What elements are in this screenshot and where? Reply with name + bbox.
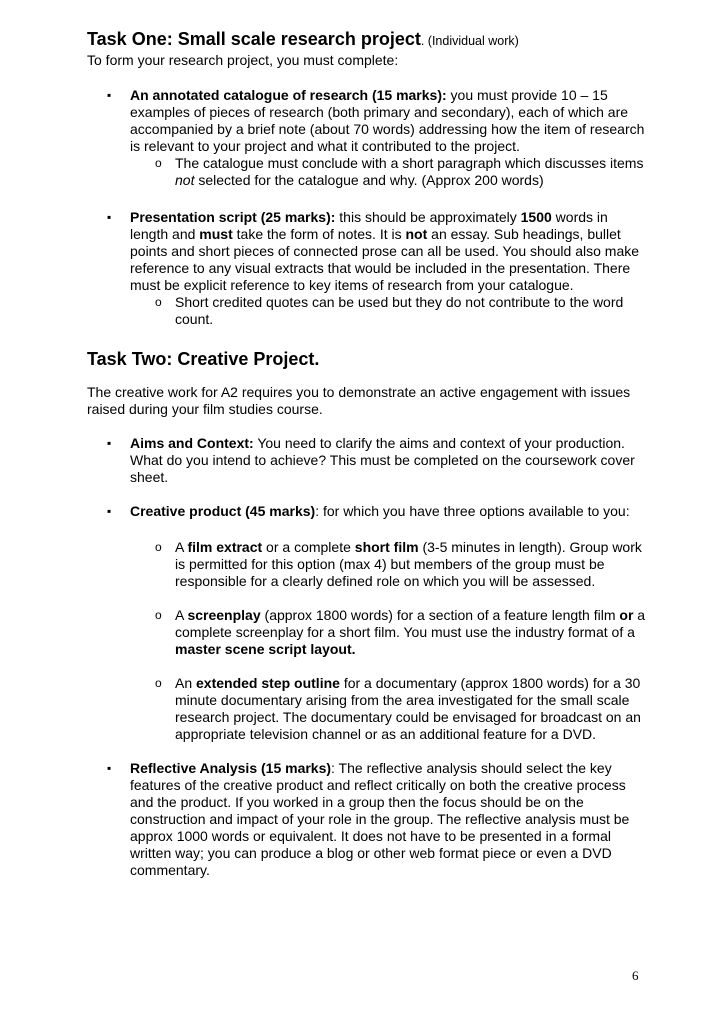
square-bullet-icon: ▪ <box>107 88 112 102</box>
list-item-creative-product: ▪ Creative product (45 marks): for which you have three options available to you: <box>107 503 630 519</box>
task-two-list <box>87 435 647 879</box>
circle-bullet-icon: o <box>155 156 162 170</box>
sub-item-catalogue-conclusion: o The catalogue must conclude with a short paragraph which discusses items not selected for the catalogue and why. (Approx 200 words) <box>155 155 644 188</box>
square-bullet-icon: ▪ <box>107 210 112 224</box>
square-bullet-icon: ▪ <box>107 436 112 450</box>
list-item-presentation-script: ▪ Presentation script (25 marks): this should be approximately 1500 words in length and must take the form of notes. It is not an essay. Sub headings, bullet points and short pieces of connected prose can all be used. You should also make reference to any visual extracts that would be included in the presentation. There must be explicit reference to key items of research from your catalogue. <box>107 209 640 293</box>
square-bullet-icon: ▪ <box>107 504 112 518</box>
circle-bullet-icon: o <box>155 608 162 622</box>
circle-bullet-icon: o <box>155 295 162 309</box>
square-bullet-icon: ▪ <box>107 761 112 775</box>
sub-item-quotes: o Short credited quotes can be used but they do not contribute to the word count. <box>155 294 624 327</box>
sub-item-step-outline: o An extended step outline for a documentary (approx 1800 words) for a 30 minute documentary arising from the area investigated for the small scale research project. The documentary could be envisaged for broadcast on an appropriate television channel or as an additional feature for a DVD. <box>155 675 641 742</box>
document-page <box>87 28 647 879</box>
task-one-intro: To form your research project, you must complete: <box>87 52 399 68</box>
sub-item-film-extract: o A film extract or a complete short film (3-5 minutes in length). Group work is permitted for this option (max 4) but members of the group must be responsible for a clearly defined role on which you will be assessed. <box>155 539 642 589</box>
page-number: 6 <box>632 968 639 983</box>
list-item-aims: ▪ Aims and Context: You need to clarify the aims and context of your production. What do you intend to achieve? This must be completed on the coursework cover sheet. <box>107 435 635 485</box>
task-one-heading: Task One: Small scale research project. (Individual work) <box>87 29 519 49</box>
list-item-catalogue: ▪ An annotated catalogue of research (15 marks): you must provide 10 – 15 examples of pieces of research (both primary and secondary), each of which are accompanied by a brief note (about 70 words) addressing how the item of research is relevant to your project and what it contributed to the project. <box>107 87 645 154</box>
list-item-reflective-analysis: ▪ Reflective Analysis (15 marks): The reflective analysis should select the key features of the creative product and reflect critically on both the creative process and the product. If you worked in a group then the focus should be on the construction and impact of your role in the group. The reflective analysis must be approx 1000 words or equivalent. It does not have to be presented in a formal written way; you can produce a blog or other web format piece or even a DVD commentary. <box>107 760 630 878</box>
task-two-heading: Task Two: Creative Project. <box>87 349 320 369</box>
circle-bullet-icon: o <box>155 540 162 554</box>
sub-item-screenplay: o A screenplay (approx 1800 words) for a section of a feature length film or a complete screenplay for a short film. You must use the industry format of a master scene script layout. <box>155 607 646 657</box>
task-one-list <box>87 87 647 328</box>
circle-bullet-icon: o <box>155 676 162 690</box>
task-two-intro: The creative work for A2 requires you to demonstrate an active engagement with issues raised during your film studies course. <box>87 384 631 417</box>
